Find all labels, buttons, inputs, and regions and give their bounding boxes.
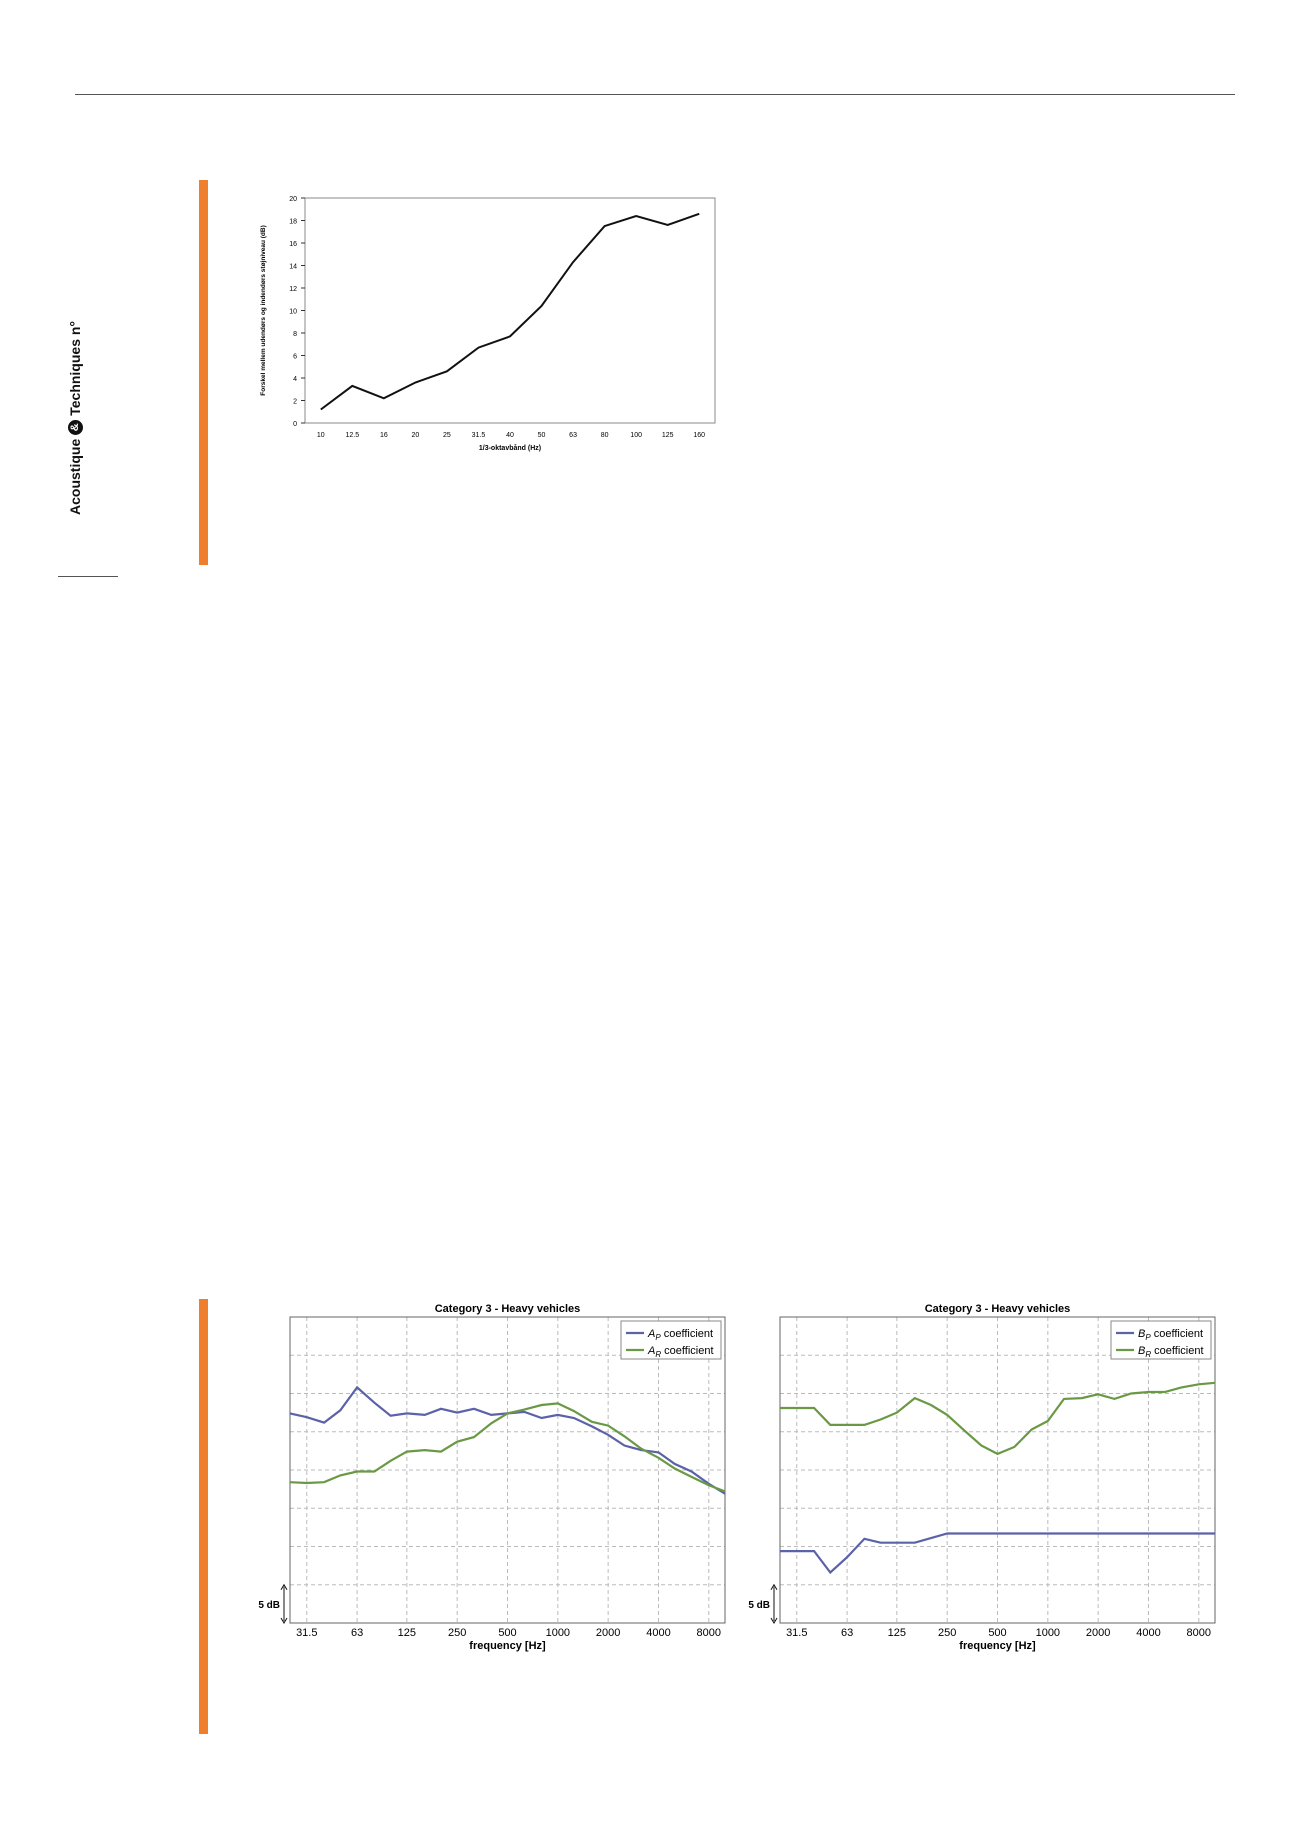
x-tick-label: 125 bbox=[397, 1627, 417, 1639]
legend-label: $B_P$ coefficient bbox=[1138, 1328, 1204, 1342]
y-tick-label: 10 bbox=[289, 308, 297, 316]
x-tick-label: 2000 bbox=[595, 1627, 621, 1639]
x-tick-label: 125 bbox=[661, 432, 674, 439]
x-tick-label: 31.5 bbox=[786, 1627, 808, 1639]
legend-label: $A_R$ coefficient bbox=[648, 1345, 714, 1359]
scale-label: 5 dB bbox=[748, 1599, 770, 1611]
sidebar-brand bbox=[60, 295, 90, 515]
figure-accent-bar-bottom bbox=[199, 1299, 208, 1734]
series-line-bp bbox=[780, 1534, 1215, 1573]
y-tick-label: 20 bbox=[289, 196, 297, 203]
y-tick-label: 0 bbox=[293, 421, 297, 428]
scale-label: 5 dB bbox=[258, 1599, 280, 1611]
y-tick-label: 18 bbox=[289, 218, 297, 226]
x-tick-label: 100 bbox=[630, 432, 642, 439]
x-tick-label: 50 bbox=[537, 432, 546, 439]
x-tick-label: 250 bbox=[937, 1627, 957, 1639]
x-axis-label: frequency [Hz] bbox=[469, 1640, 546, 1652]
y-tick-label: 4 bbox=[293, 376, 297, 383]
x-tick-label: 10 bbox=[316, 432, 325, 439]
x-tick-label: 1000 bbox=[1035, 1627, 1061, 1639]
x-tick-label: 63 bbox=[350, 1627, 364, 1639]
y-tick-label: 12 bbox=[289, 286, 297, 293]
x-tick-label: 1000 bbox=[545, 1627, 571, 1639]
plot-area bbox=[305, 198, 715, 423]
x-tick-label: 8000 bbox=[1186, 1627, 1212, 1639]
sidebar-rule bbox=[58, 576, 118, 577]
header-rule bbox=[75, 94, 1235, 95]
y-axis-label: Forskel mellem udendørs og indendørs støjniveau (dB) bbox=[260, 225, 267, 396]
y-tick-label: 14 bbox=[289, 263, 297, 271]
legend-label: $A_P$ coefficient bbox=[648, 1328, 714, 1342]
x-tick-label: 20 bbox=[411, 432, 420, 439]
brand-label bbox=[60, 295, 90, 515]
x-tick-label: 8000 bbox=[696, 1627, 722, 1639]
x-tick-label: 4000 bbox=[1136, 1627, 1161, 1639]
ampersand-badge: & bbox=[68, 420, 83, 435]
x-tick-label: 31.5 bbox=[471, 432, 486, 439]
x-tick-label: 80 bbox=[600, 432, 609, 439]
y-tick-label: 8 bbox=[293, 331, 297, 338]
x-tick-label: 125 bbox=[887, 1627, 907, 1639]
y-tick-label: 6 bbox=[293, 353, 297, 361]
x-tick-label: 63 bbox=[569, 432, 577, 439]
x-tick-label: 2000 bbox=[1085, 1627, 1111, 1639]
series-line bbox=[321, 214, 699, 410]
brand-right-word: Techniques n° bbox=[67, 320, 83, 416]
x-tick-label: 31.5 bbox=[296, 1627, 318, 1639]
chart-category3-b-coefficients bbox=[740, 1295, 1230, 1670]
y-tick-label: 16 bbox=[289, 241, 297, 248]
x-tick-label: 250 bbox=[447, 1627, 467, 1639]
x-tick-label: 25 bbox=[443, 432, 451, 439]
x-tick-label: 40 bbox=[506, 432, 514, 439]
x-tick-label: 500 bbox=[988, 1627, 1007, 1639]
figure-accent-bar-top bbox=[199, 180, 208, 565]
chart-category3-a-coefficients bbox=[250, 1295, 740, 1670]
y-tick-label: 2 bbox=[293, 398, 297, 406]
chart-title: Category 3 - Heavy vehicles bbox=[924, 1303, 1071, 1315]
x-axis-label: frequency [Hz] bbox=[959, 1640, 1036, 1652]
chart-title: Category 3 - Heavy vehicles bbox=[434, 1303, 581, 1315]
brand-left-word: Acoustique bbox=[67, 438, 83, 515]
x-axis-label: 1/3-oktavbånd (Hz) bbox=[478, 445, 542, 452]
x-tick-label: 12.5 bbox=[345, 432, 360, 439]
chart-noise-difference bbox=[255, 190, 725, 465]
x-tick-label: 160 bbox=[693, 432, 706, 439]
x-tick-label: 500 bbox=[498, 1627, 517, 1639]
legend-label: $B_R$ coefficient bbox=[1138, 1345, 1204, 1359]
x-tick-label: 16 bbox=[379, 432, 388, 439]
x-tick-label: 63 bbox=[840, 1627, 854, 1639]
x-tick-label: 4000 bbox=[646, 1627, 671, 1639]
